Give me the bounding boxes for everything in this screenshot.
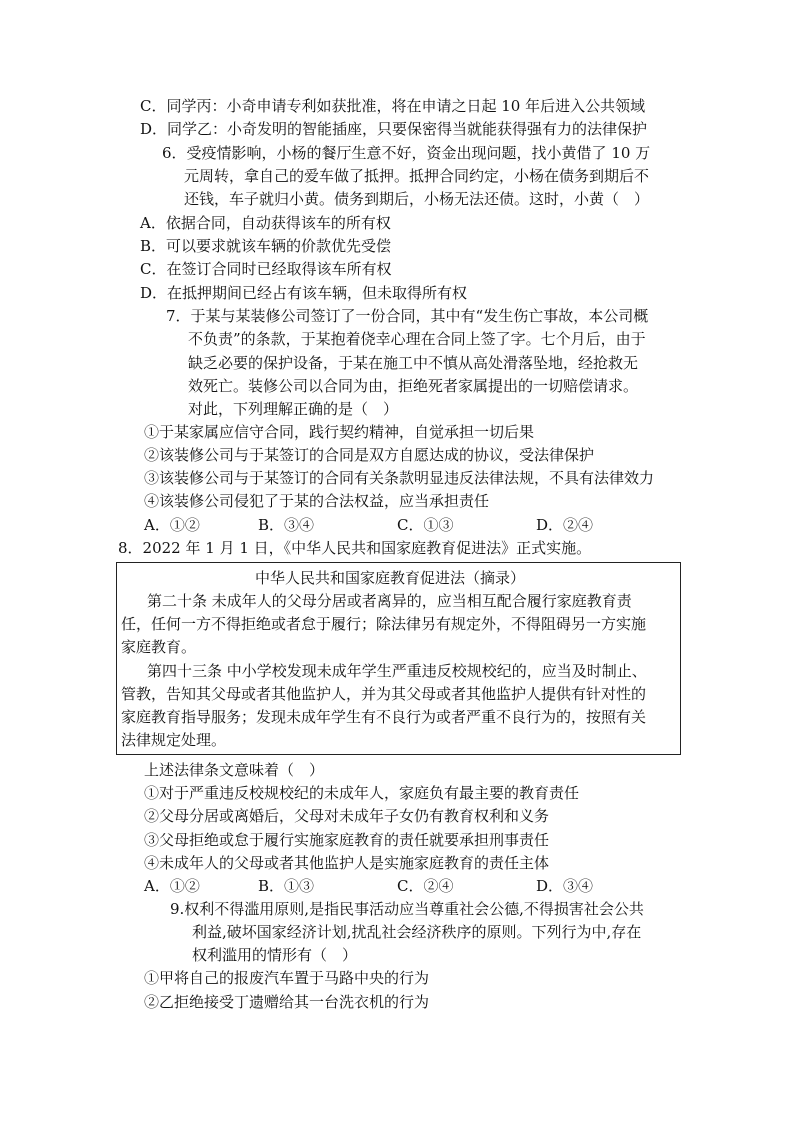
q8-choice-c: C．②④ [397,877,454,895]
q9-stem-line3: 权利滥用的情形有（ ） [192,946,358,964]
q9-stem-line1: 9.权利不得滥用原则,是指民事活动应当尊重社会公德,不得损害社会公共 [170,900,644,918]
q7-statement-1: ①于某家属应信守合同，践行契约精神，自觉承担一切后果 [144,423,535,441]
q6-stem-line1: 6．受疫情影响，小杨的餐厅生意不好，资金出现问题，找小黄借了 10 万 [162,144,651,162]
q8-choice-d: D．③④ [536,877,594,895]
q7-stem-line5: 对此，下列理解正确的是（ ） [188,400,399,418]
q8-options [144,875,644,898]
q7-statement-2: ②该装修公司与于某签订的合同是双方自愿达成的协议，受法律保护 [144,446,595,464]
q6-stem-line2: 元周转，拿自己的爱车做了抵押。抵押合同约定，小杨在债务到期后不 [184,167,650,185]
q5-option-c: C．同学丙：小奇申请专利如获批准，将在申请之日起 10 年后进入公共领域 [140,97,646,115]
article-20-line3: 家庭教育。 [121,638,197,656]
q7-choice-d: D．②④ [536,516,594,534]
article-43-line3: 家庭教育指导服务；发现未成年学生有不良行为或者严重不良行为的，按照有关 [121,708,647,726]
article-43-line1: 第四十三条 中小学校发现未成年学生严重违反校规校纪的，应当及时制止、 [147,662,647,680]
law-excerpt-box [116,562,681,755]
q7-options [144,514,644,537]
q8-choice-b: B．①③ [258,877,315,895]
q6-option-d: D．在抵押期间已经占有该车辆，但未取得所有权 [140,284,468,302]
q7-stem-line1: 7．于某与某装修公司签订了一份合同，其中有“发生伤亡事故，本公司概 [166,307,649,325]
article-20-line1: 第二十条 未成年人的父母分居或者离异的，应当相互配合履行家庭教育责 [147,592,632,610]
q8-statement-4: ④未成年人的父母或者其他监护人是实施家庭教育的责任主体 [144,854,550,872]
article-43-line2: 管教，告知其父母或者其他监护人，并为其父母或者其他监护人提供有针对性的 [121,685,647,703]
excerpt-title: 中华人民共和国家庭教育促进法（摘录） [255,569,526,587]
q8-choice-a: A．①② [144,877,200,895]
q8-intro: 8．2022 年 1 月 1 日，《中华人民共和国家庭教育促进法》正式实施。 [118,539,592,557]
q6-option-c: C．在签订合同时已经取得该车所有权 [140,260,392,278]
article-43-line4: 法律规定处理。 [121,731,227,749]
q6-option-a: A．依据合同，自动获得该车的所有权 [140,214,391,232]
q9-statement-2: ②乙拒绝接受丁遗赠给其一台洗衣机的行为 [144,993,430,1011]
q6-stem-line3: 还钱，车子就归小黄。债务到期后，小杨无法还债。这时，小黄（ ） [184,190,650,208]
q8-statement-2: ②父母分居或离婚后，父母对未成年子女仍有教育权利和义务 [144,807,550,825]
q9-statement-1: ①甲将自己的报废汽车置于马路中央的行为 [144,969,430,987]
q7-stem-line4: 效死亡。装修公司以合同为由，拒绝死者家属提出的一切赔偿请求。 [188,377,639,395]
q8-statement-3: ③父母拒绝或怠于履行实施家庭教育的责任就要承担刑事责任 [144,831,550,849]
q7-stem-line3: 缺乏必要的保护设备，于某在施工中不慎从高处滑落坠地，经抢救无 [188,354,639,372]
q7-choice-a: A．①② [144,516,200,534]
q7-statement-3: ③该装修公司与于某签订的合同有关条款明显违反法律法规，不具有法律效力 [144,469,655,487]
q6-option-b: B．可以要求就该车辆的价款优先受偿 [140,237,392,255]
q8-statement-1: ①对于严重违反校规校纪的未成年人，家庭负有最主要的教育责任 [144,784,580,802]
q7-stem-line2: 不负责”的条款，于某抱着侥幸心理在合同上签了字。七个月后，由于 [188,330,646,348]
q7-choice-b: B．③④ [258,516,315,534]
article-20-line2: 任，任何一方不得拒绝或者怠于履行；除法律另有规定外，不得阻碍另一方实施 [121,615,647,633]
q9-stem-line2: 利益,破坏国家经济计划,扰乱社会经济秩序的原则。下列行为中,存在 [192,923,642,941]
q8-stem: 上述法律条文意味着（ ） [144,761,325,779]
q7-choice-c: C．①③ [397,516,454,534]
q7-statement-4: ④该装修公司侵犯了于某的合法权益，应当承担责任 [144,492,490,510]
q5-option-d: D．同学乙：小奇发明的智能插座，只要保密得当就能获得强有力的法律保护 [140,120,648,138]
